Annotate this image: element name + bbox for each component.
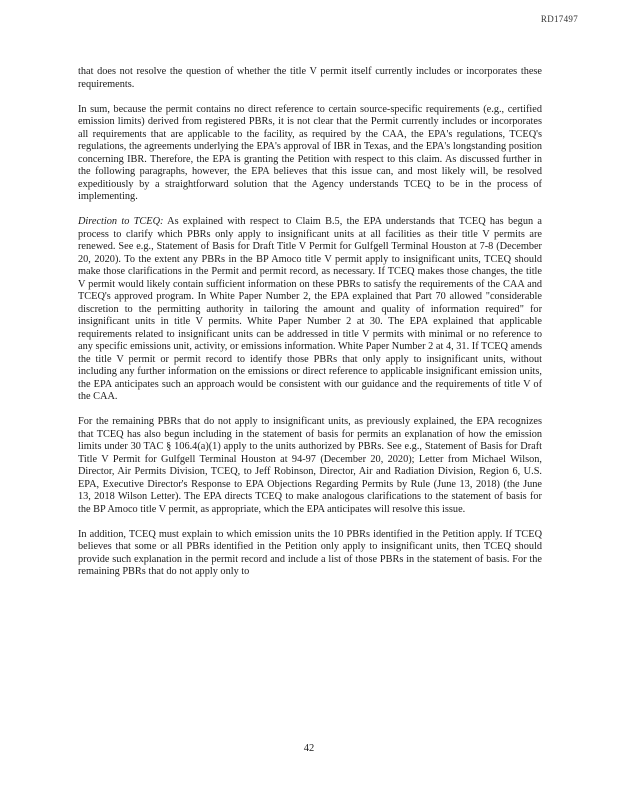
document-body [78,66,542,591]
direction-text: As explained with respect to Claim B.5, the EPA understands that TCEQ has begun a process to clarify which PBRs only apply to insignificant units at all facilities as their title V permits are renewed. See e.g., Statement of Basis for Draft Title V Permit for Gulfgell Terminal Houston at 7-8 (December 20, 2020). To the extent any PBRs in the BP Amoco title V permit apply to insignificant units, TCEQ should make those clarifications in the Permit and permit record, as necessary. If TCEQ makes those changes, the title V permit would likely contain sufficient information on these PBRs to satisfy the requirements of the CAA and TCEQ's approved program. In White Paper Number 2, the EPA explained that Part 70 allowed "considerable discretion to the permitting authority in tailoring the amount and quality of information required" for insignificant units in title V permits. White Paper Number 2 at 30. The EPA explained that applicable requirements related to insignificant units can be addressed in title V permits with minimal or no reference to any specific emissions unit, activity, or emissions information. White Paper Number 2 at 4, 31. If TCEQ amends the title V permit or permit record to identify those PBRs that only apply to insignificant units, without including any further information on the emissions or direct reference to applicable insignificant emission units, the EPA anticipates such an approach would be consistent with our guidance and the requirements of title V of the CAA. [78,216,542,402]
paragraph-remaining-pbrs: For the remaining PBRs that do not apply to insignificant units, as previously explained, the EPA recognizes that TCEQ has also begun including in the statement of basis for permits an explanation of how the emission limits under 30 TAC § 106.4(a)(1) apply to the units authorized by PBRs. See e.g., Statement of Basis for Draft Title V Permit for Gulfgell Terminal Houston at 94-97 (December 20, 2020); Letter from Michael Wilson, Director, Air Permits Division, TCEQ, to Jeff Robinson, Director, Air and Radiation Division, Region 6, U.S. EPA, Executive Director's Response to EPA Objections Regarding Permits by Rule (June 13, 2018) (the June 13, 2018 Wilson Letter). The EPA directs TCEQ to make analogous clarifications to the statement of basis for the BP Amoco title V permit, as appropriate, which the EPA anticipates will resolve this issue. [78,416,542,515]
paragraph-in-addition: In addition, TCEQ must explain to which emission units the 10 PBRs identified in the Petition apply. If TCEQ believes that some or all PBRs identified in the Petition only apply to insignificant units, then TCEQ should provide such explanation in the permit record and include a list of those PBRs in the statement of basis. For the remaining PBRs that do not apply only to [78,528,542,577]
paragraph-continuation: that does not resolve the question of whether the title V permit itself currently includes or incorporates these requirements. [78,66,542,90]
direction-heading: Direction to TCEQ: [78,216,164,227]
page-number: 42 [303,743,315,754]
paragraph-direction-to-tceq [78,216,542,404]
paragraph-in-sum: In sum, because the permit contains no direct reference to certain source-specific requirements (e.g., certified emission limits) derived from registered PBRs, it is not clear that the Permit currently includes or incorporates all requirements that are applicable to the facility, as required by the CAA, the EPA's regulations, TCEQ's regulations, the agreements underlying the EPA's approval of IBR in Texas, and the EPA's longstanding position concerning IBR. Therefore, the EPA is granting the Petition with respect to this claim. As discussed further in the following paragraphs, however, the EPA believes that this issue can, and most likely will, be resolved expeditiously by a straightforward solution that the Agency understands TCEQ to be in the process of implementing. [78,103,542,202]
document-id: RD17497 [540,14,578,24]
